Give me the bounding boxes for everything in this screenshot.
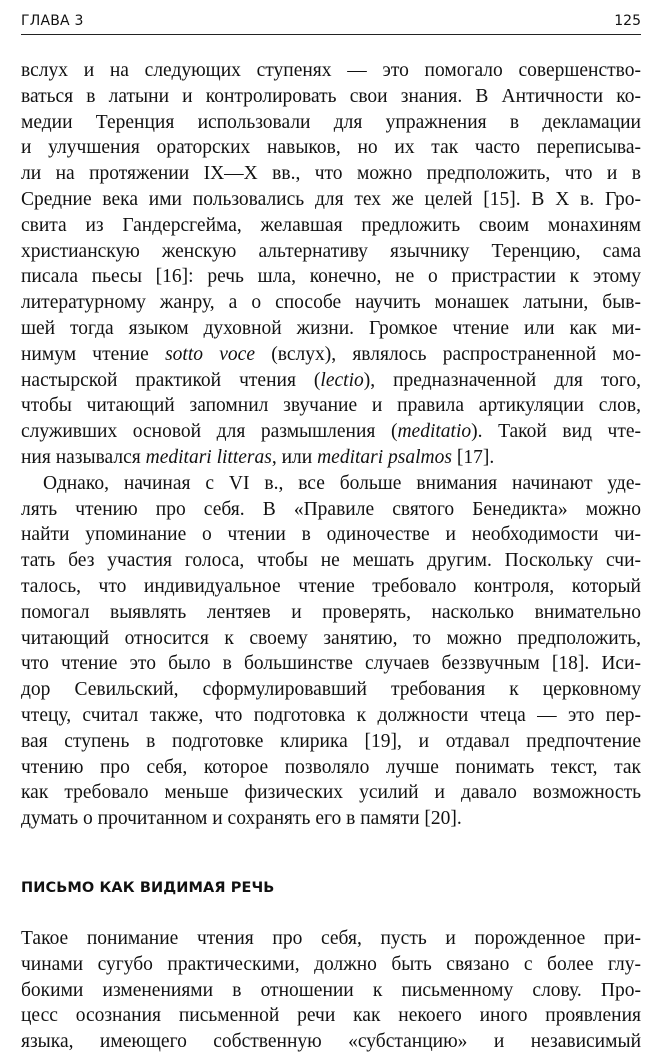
chapter-label: ГЛАВА 3 — [21, 13, 84, 29]
text-line: бокими изменениями в отношении к письменному слову. Про- — [21, 979, 641, 1001]
text-line: чтобы читающий запомнил звучание и правила артикуляции слов, — [21, 395, 641, 417]
text-line: и улучшения ораторских навыков, но их так часто переписыва- — [21, 137, 641, 159]
section-title: ПИСЬМО КАК ВИДИМАЯ РЕЧЬ — [21, 880, 275, 896]
paragraph-1 — [21, 58, 641, 471]
text-segment: [17]. — [451, 446, 495, 468]
text-segment: ), предназначенной для того, — [363, 369, 641, 391]
italic-term: lectio — [320, 369, 364, 391]
text-line — [21, 342, 641, 368]
italic-term: sotto voce — [165, 343, 255, 365]
text-segment: настырской практикой чтения ( — [21, 369, 321, 391]
page-number: 125 — [614, 13, 641, 29]
text-line: христианскую женскую альтернативу язычнику Теренцию, сама — [21, 240, 641, 262]
text-line: ваться в латыни и контролировать свои знания. В Античности ко- — [21, 85, 641, 107]
text-line: чинами сугубо практическими, должно быть связано с более глу- — [21, 953, 641, 975]
paragraph-2 — [21, 471, 641, 832]
italic-term: meditari psalmos — [317, 446, 452, 468]
text-segment: нимум чтение — [21, 343, 166, 365]
text-line: вая ступень в подготовке клирика [19], и отдавал предпочтение — [21, 730, 641, 752]
text-line: литературному жанру, а о способе научить монашек латыни, быв- — [21, 292, 641, 314]
text-line: что чтение это было в большинстве случаев беззвучным [18]. Иси- — [21, 653, 641, 675]
text-line: чтению про себя, которое позволяло лучше понимать текст, так — [21, 756, 641, 778]
italic-term: meditari litteras — [145, 446, 272, 468]
text-line: писала пьесы [16]: речь шла, конечно, не о пристрастии к этому — [21, 266, 641, 288]
text-line: Однако, начиная с VI в., все больше внимания начинают уде- — [43, 472, 641, 494]
text-line: Такое понимание чтения про себя, пусть и порожденное при- — [21, 928, 641, 949]
text-line: цесс осознания письменной речи как некоего иного проявления — [21, 1005, 641, 1027]
text-line: помогал выявлять лентяев и проверять, насколько внимательно — [21, 601, 641, 623]
text-line — [21, 368, 641, 394]
text-line: тать без участия голоса, чтобы не мешать другим. Поскольку счи- — [21, 550, 641, 572]
italic-term: meditatio — [397, 421, 472, 443]
text-line: лять чтению про себя. В «Правиле святого Бенедикта» можно — [21, 498, 641, 520]
text-segment: ). Такой вид чте- — [471, 421, 641, 443]
paragraph-3 — [21, 926, 641, 1055]
text-line: свита из Гандерсгейма, желавшая предложить своим монахиням — [21, 214, 641, 236]
text-line: найти упоминание о чтении в одиночестве и необходимости чи- — [21, 524, 641, 546]
text-line: языка, имеющего собственную «субстанцию» и независимый — [21, 1031, 641, 1053]
text-line: чтецу, считал также, что подготовка к должности чтеца — это пер- — [21, 704, 641, 726]
book-page — [21, 0, 641, 1064]
text-line: вслух и на следующих ступенях — это помогало совершенство- — [21, 60, 641, 81]
text-line: читающий относится к своему занятию, то можно предположить, — [21, 627, 641, 649]
body-text-continued — [21, 926, 641, 1055]
text-line: талось, что индивидуальное чтение требовало контроля, который — [21, 575, 641, 597]
text-line: думать о прочитанном и сохранять его в памяти [20]. — [21, 808, 462, 830]
text-line: Средние века ими пользовались для тех же целей [15]. В X в. Гро- — [21, 188, 641, 210]
text-segment: (вслух), являлось распространенной мо- — [254, 343, 642, 365]
text-segment: ния назывался — [21, 446, 146, 468]
text-segment: , или — [271, 446, 318, 468]
body-text — [21, 58, 641, 832]
text-line: шей тогда языком духовной жизни. Громкое чтение или как ми- — [21, 317, 641, 339]
running-head — [21, 10, 641, 35]
text-segment: служивших основой для размышления ( — [21, 421, 398, 443]
text-line: дор Севильский, сформулировавший требования к церковному — [21, 679, 641, 701]
text-line — [21, 419, 641, 445]
text-line: ли на протяжении IX—X вв., что можно предположить, что и в — [21, 163, 641, 185]
text-line: медии Теренция использовали для упражнения в декламации — [21, 111, 641, 133]
text-line — [21, 445, 641, 471]
text-line: как требовало меньше физических усилий и давало возможность — [21, 782, 641, 804]
